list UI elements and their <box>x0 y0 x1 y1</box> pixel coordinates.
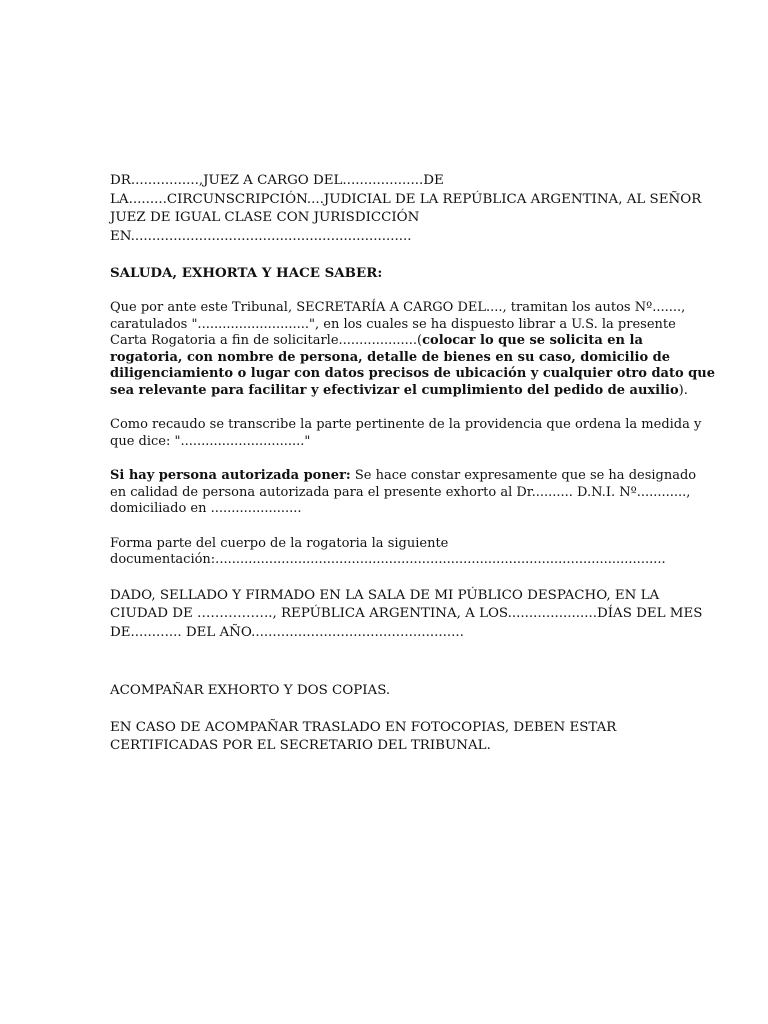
transcription-paragraph: Como recaudo se transcribe la parte pertinente de la providencia que ordena la medida y que dice: ".............................." <box>110 417 702 449</box>
request-paragraph <box>110 300 716 399</box>
copies-note: ACOMPAÑAR EXHORTO Y DOS COPIAS. <box>110 683 391 698</box>
certification-note: EN CASO DE ACOMPAÑAR TRASLADO EN FOTOCOPIAS, DEBEN ESTAR CERTIFICADAS POR EL SECRETARIO DEL TRIBUNAL. <box>110 719 617 753</box>
request-bold-instructions: colocar lo que se solicita en la rogatoria, con nombre de persona, detalle de bienes en su caso, domicilio de diligenciamiento o lugar con datos precisos de ubicación y cualquier otro dato que sea relevante para facilitar y efectivizar el cumplimiento del pedido de auxilio <box>110 333 715 398</box>
request-text: Que por ante este Tribunal, SECRETARÍA A CARGO DEL...., tramitan los autos Nº......., caratulados "...........................", en los cuales se ha dispuesto librar a U.S. la presente Carta Rogatoria a fin de solicitarle...................( <box>110 300 686 348</box>
intro-paragraph: DR................,JUEZ A CARGO DEL...................DE LA.........CIRCUNSCRIPCIÓN....JUDICIAL DE LA REPÚBLICA ARGENTINA, AL SEÑOR JUEZ DE IGUAL CLASE CON JURISDICCIÓN EN.................................................................. <box>110 173 702 244</box>
authorized-person-label: Si hay persona autorizada poner: <box>110 468 351 483</box>
documentation-paragraph: Forma parte del cuerpo de la rogatoria la siguiente documentación:............................................................................................................. <box>110 535 666 567</box>
exhorto-heading: SALUDA, EXHORTA Y HACE SABER: <box>110 265 383 281</box>
authorized-person-text: Se hace constar expresamente que se ha designado en calidad de persona autorizada para el presente exhorto al Dr.......... D.N.I. Nº............, domiciliado en ...................... <box>110 468 697 516</box>
request-end: ). <box>678 382 688 398</box>
document-body <box>110 172 716 756</box>
signature-paragraph: DADO, SELLADO Y FIRMADO EN LA SALA DE MI PÚBLICO DESPACHO, EN LA CIUDAD DE …………….., REPÚBLICA ARGENTINA, A LOS.....................DÍAS DEL MES DE............ DEL AÑO.................................................. <box>110 587 703 640</box>
authorized-person-paragraph <box>110 468 716 518</box>
